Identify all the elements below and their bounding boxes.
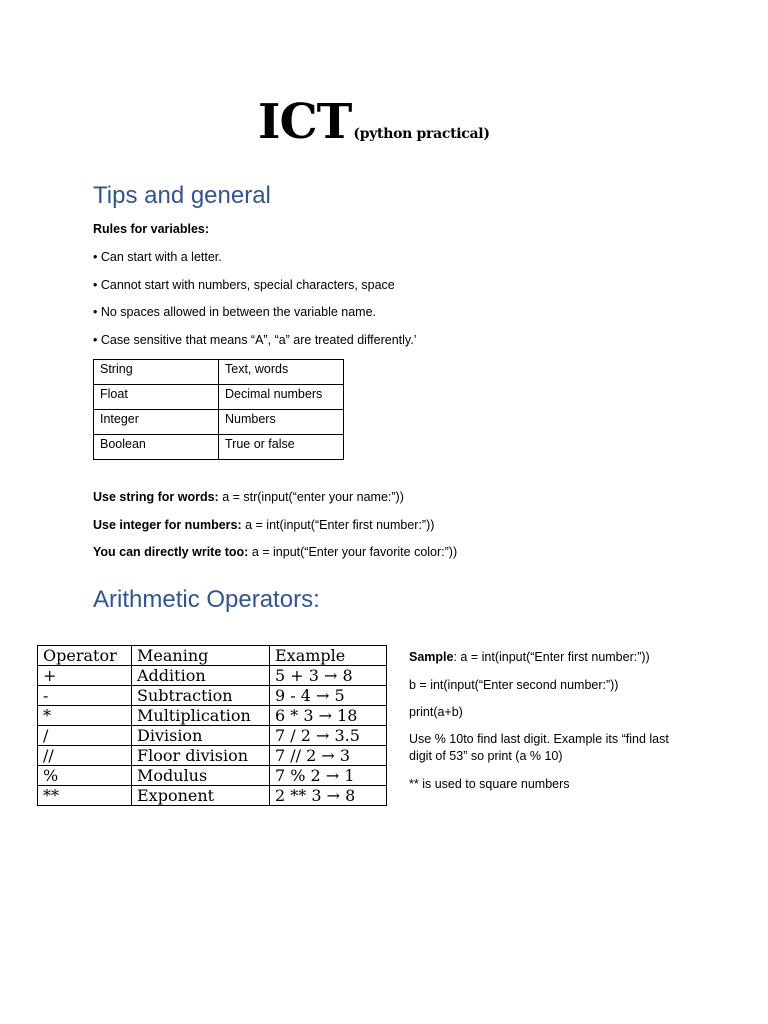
operator-cell: +	[38, 666, 132, 686]
example-cell: 2 ** 3 → 8	[270, 786, 387, 806]
operator-cell: *	[38, 706, 132, 726]
usage-direct	[93, 545, 457, 559]
sample-line-2: b = int(input(“Enter second number:”))	[409, 678, 619, 692]
operator-cell: //	[38, 746, 132, 766]
header-cell: Operator	[38, 646, 132, 666]
document-title	[258, 92, 490, 152]
header-cell: Example	[270, 646, 387, 666]
meaning-cell: Exponent	[132, 786, 270, 806]
example-cell: 6 * 3 → 18	[270, 706, 387, 726]
rule-bullet-1: • Can start with a letter.	[93, 250, 222, 264]
type-desc-cell: Numbers	[219, 410, 344, 435]
data-types-table	[93, 359, 344, 460]
sample-line-4: Use % 10to find last digit. Example its “find last digit of 53” so print (a % 10)	[409, 732, 669, 763]
table-row	[38, 766, 387, 786]
sample-line-1: Sample: a = int(input(“Enter first number:”))	[409, 650, 650, 664]
table-row	[38, 726, 387, 746]
operator-cell: -	[38, 686, 132, 706]
usage-code: a = input(“Enter your favorite color:”))	[248, 545, 458, 559]
type-name-cell: Boolean	[94, 435, 219, 460]
table-row	[38, 786, 387, 806]
usage-string	[93, 490, 404, 504]
rule-bullet-3: • No spaces allowed in between the variable name.	[93, 305, 377, 319]
sample-label: Sample	[409, 650, 454, 664]
usage-label: Use string for words:	[93, 490, 219, 504]
meaning-cell: Addition	[132, 666, 270, 686]
meaning-cell: Division	[132, 726, 270, 746]
usage-code: a = int(input(“Enter first number:”))	[241, 518, 435, 532]
tips-heading: Tips and general	[93, 182, 271, 209]
type-desc-cell: True or false	[219, 435, 344, 460]
rule-bullet-4: • Case sensitive that means “A”, “a” are treated differently.’	[93, 333, 417, 347]
meaning-cell: Subtraction	[132, 686, 270, 706]
sample-line-3: print(a+b)	[409, 705, 463, 719]
header-cell: Meaning	[132, 646, 270, 666]
sample-line-5: ** is used to square numbers	[409, 777, 570, 791]
rule-bullet-2: • Cannot start with numbers, special characters, space	[93, 278, 395, 292]
type-name-cell: String	[94, 360, 219, 385]
example-cell: 5 + 3 → 8	[270, 666, 387, 686]
title-subtitle: (python practical)	[353, 126, 490, 142]
meaning-cell: Modulus	[132, 766, 270, 786]
type-name-cell: Integer	[94, 410, 219, 435]
meaning-cell: Multiplication	[132, 706, 270, 726]
usage-code: a = str(input(“enter your name:”))	[218, 490, 404, 504]
rules-heading: Rules for variables:	[93, 222, 210, 236]
title-main: ICT	[258, 94, 352, 150]
type-desc-cell: Text, words	[219, 360, 344, 385]
example-cell: 7 // 2 → 3	[270, 746, 387, 766]
table-header-row	[38, 646, 387, 666]
table-row	[38, 666, 387, 686]
type-name-cell: Float	[94, 385, 219, 410]
arithmetic-heading: Arithmetic Operators:	[93, 586, 320, 613]
table-row	[38, 746, 387, 766]
operator-cell: /	[38, 726, 132, 746]
table-row	[38, 686, 387, 706]
table-row	[94, 410, 344, 435]
example-cell: 7 % 2 → 1	[270, 766, 387, 786]
operator-cell: %	[38, 766, 132, 786]
table-row	[94, 435, 344, 460]
usage-integer	[93, 518, 434, 532]
operator-cell: **	[38, 786, 132, 806]
usage-label: You can directly write too:	[93, 545, 249, 559]
table-row	[38, 706, 387, 726]
type-desc-cell: Decimal numbers	[219, 385, 344, 410]
meaning-cell: Floor division	[132, 746, 270, 766]
table-row	[94, 385, 344, 410]
example-cell: 7 / 2 → 3.5	[270, 726, 387, 746]
operators-table	[37, 645, 387, 806]
example-cell: 9 - 4 → 5	[270, 686, 387, 706]
table-row	[94, 360, 344, 385]
usage-label: Use integer for numbers:	[93, 518, 242, 532]
